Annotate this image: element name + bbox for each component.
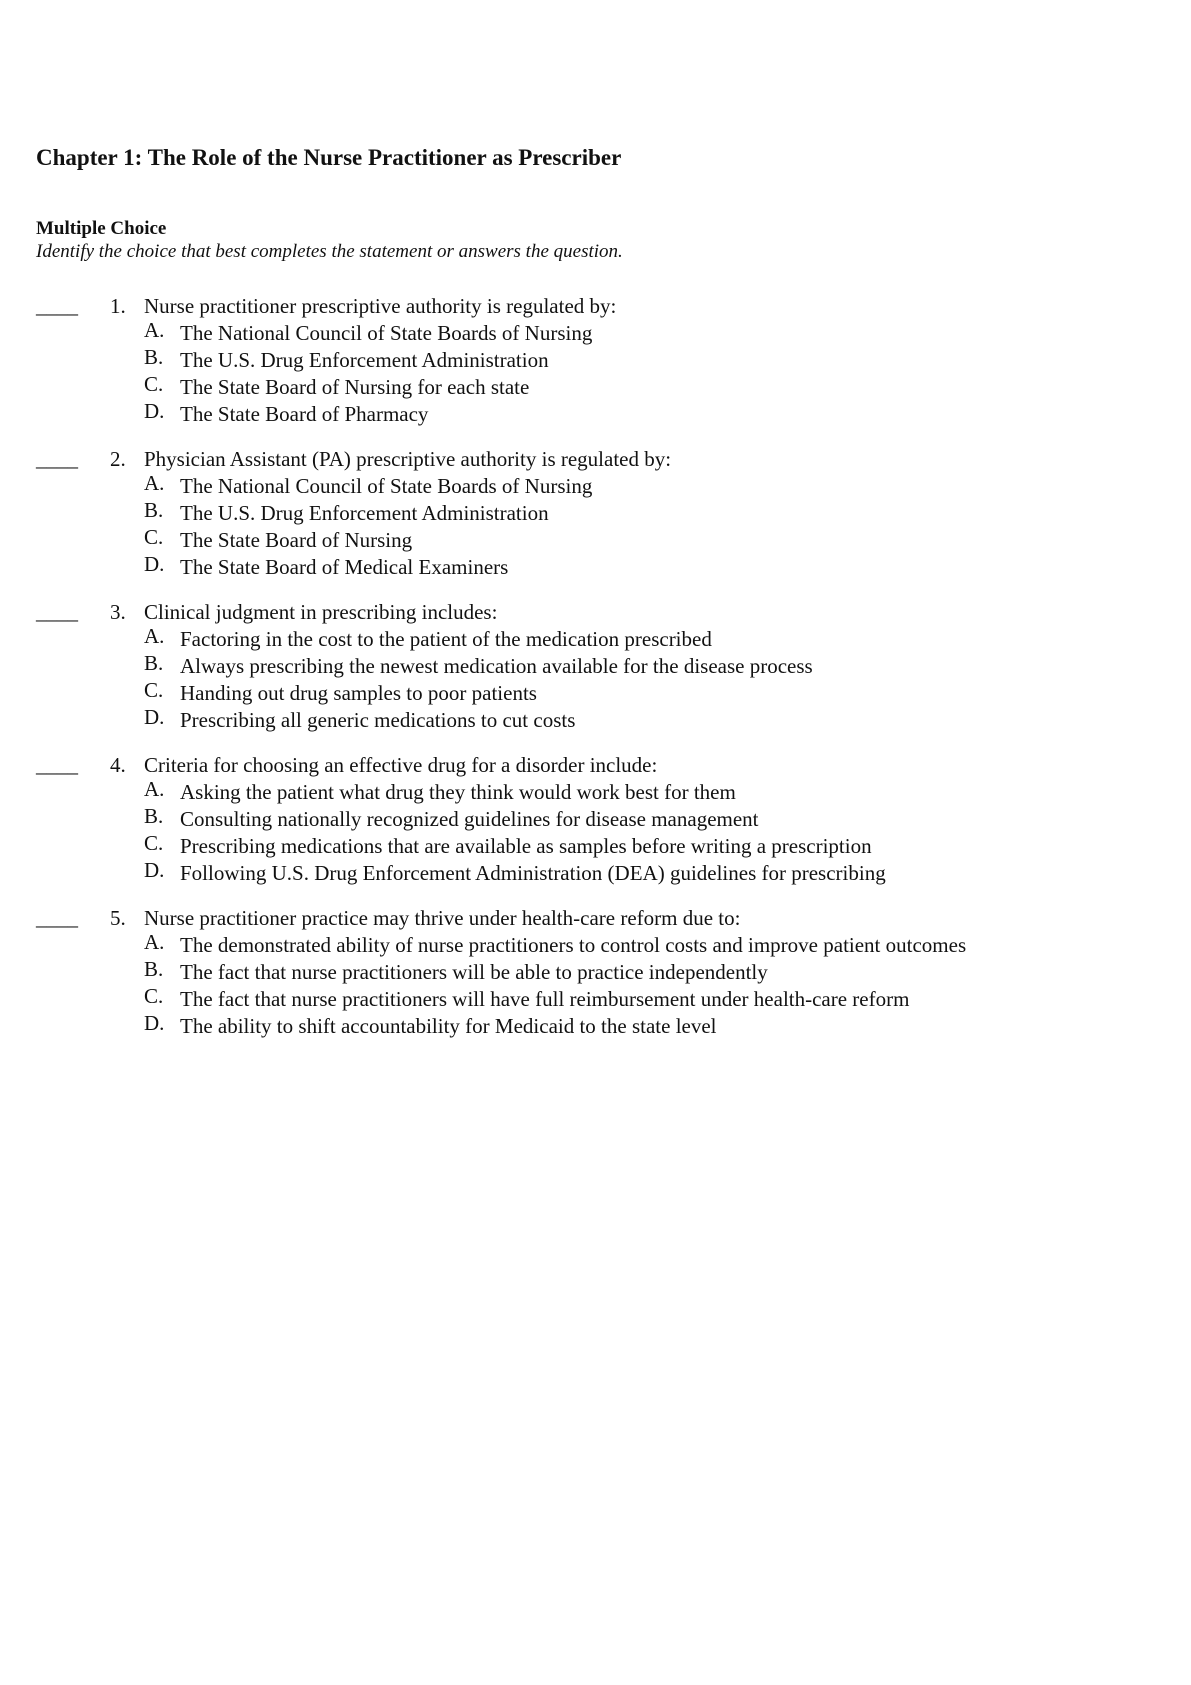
question-2: [0, 446, 1191, 581]
choice-list: [0, 932, 1191, 1040]
choice-letter: A.: [144, 930, 165, 954]
choice-a: [144, 624, 1001, 653]
choice-list: [0, 320, 1191, 428]
choice-text: Asking the patient what drug they think would work best for them: [180, 780, 736, 804]
choice-letter: C.: [144, 372, 164, 396]
choice-text: The State Board of Pharmacy: [180, 402, 429, 426]
choice-letter: B.: [144, 651, 164, 675]
choice-letter: C.: [144, 831, 164, 855]
choice-text: The National Council of State Boards of Nursing: [180, 474, 593, 498]
question-stem: Physician Assistant (PA) prescriptive authority is regulated by:: [144, 447, 672, 471]
choice-d: [144, 399, 1001, 428]
choice-a: [144, 471, 1001, 500]
choice-letter: C.: [144, 678, 164, 702]
choice-text: The State Board of Nursing: [180, 528, 413, 552]
choice-a: [144, 777, 1001, 806]
choice-c: [144, 831, 1001, 860]
choice-text: The demonstrated ability of nurse practitioners to control costs and improve patient outcomes: [180, 933, 967, 957]
chapter-title: Chapter 1: The Role of the Nurse Practitioner as Prescriber: [36, 145, 622, 170]
answer-blank: ____: [36, 906, 78, 930]
choice-letter: A.: [144, 777, 165, 801]
choice-text: Factoring in the cost to the patient of the medication prescribed: [180, 627, 712, 651]
choice-letter: A.: [144, 624, 165, 648]
question-4: [0, 752, 1191, 887]
question-1: [0, 293, 1191, 428]
question-stem: Nurse practitioner prescriptive authority is regulated by:: [144, 294, 617, 318]
section-heading: Multiple Choice: [36, 218, 167, 239]
choice-c: [144, 678, 1001, 707]
choice-letter: D.: [144, 858, 165, 882]
choice-text: The National Council of State Boards of Nursing: [180, 321, 593, 345]
answer-blank: ____: [36, 447, 78, 471]
choice-letter: D.: [144, 399, 165, 423]
choice-text: The fact that nurse practitioners will have full reimbursement under health-care reform: [180, 987, 910, 1011]
choice-letter: B.: [144, 804, 164, 828]
choice-letter: A.: [144, 471, 165, 495]
choice-letter: D.: [144, 552, 165, 576]
choice-letter: C.: [144, 525, 164, 549]
choice-text: The U.S. Drug Enforcement Administration: [180, 348, 549, 372]
choice-d: [144, 1011, 1001, 1040]
choice-a: [144, 318, 1001, 347]
choice-list: [0, 626, 1191, 734]
answer-blank: ____: [36, 600, 78, 624]
choice-text: The fact that nurse practitioners will be able to practice independently: [180, 960, 768, 984]
choice-b: [144, 957, 1001, 986]
question-number: 2.: [110, 447, 126, 471]
question-number: 1.: [110, 294, 126, 318]
choice-b: [144, 804, 1001, 833]
section-instructions: Identify the choice that best completes the statement or answers the question.: [36, 241, 623, 262]
choice-text: Following U.S. Drug Enforcement Administration (DEA) guidelines for prescribing: [180, 861, 886, 885]
choice-b: [144, 345, 1001, 374]
choice-a: [144, 930, 1001, 959]
choice-text: Prescribing all generic medications to cut costs: [180, 708, 576, 732]
choice-list: [0, 473, 1191, 581]
question-5: [0, 905, 1191, 1040]
choice-text: Handing out drug samples to poor patients: [180, 681, 537, 705]
question-number: 3.: [110, 600, 126, 624]
choice-letter: D.: [144, 1011, 165, 1035]
answer-blank: ____: [36, 753, 78, 777]
choice-text: The State Board of Medical Examiners: [180, 555, 509, 579]
choice-text: Always prescribing the newest medication available for the disease process: [180, 654, 813, 678]
question-number: 5.: [110, 906, 126, 930]
choice-c: [144, 525, 1001, 554]
choice-d: [144, 858, 1001, 887]
question-stem: Clinical judgment in prescribing includes:: [144, 600, 498, 624]
choice-d: [144, 552, 1001, 581]
question-3: [0, 599, 1191, 734]
choice-list: [0, 779, 1191, 887]
question-number: 4.: [110, 753, 126, 777]
choice-text: The ability to shift accountability for Medicaid to the state level: [180, 1014, 717, 1038]
question-list: [0, 293, 1191, 1058]
choice-letter: C.: [144, 984, 164, 1008]
choice-letter: B.: [144, 498, 164, 522]
choice-b: [144, 651, 1001, 680]
choice-text: The U.S. Drug Enforcement Administration: [180, 501, 549, 525]
choice-letter: B.: [144, 957, 164, 981]
choice-letter: A.: [144, 318, 165, 342]
choice-d: [144, 705, 1001, 734]
choice-c: [144, 372, 1001, 401]
choice-letter: B.: [144, 345, 164, 369]
choice-text: Prescribing medications that are available as samples before writing a prescription: [180, 834, 872, 858]
choice-text: Consulting nationally recognized guidelines for disease management: [180, 807, 759, 831]
answer-blank: ____: [36, 294, 78, 318]
choice-letter: D.: [144, 705, 165, 729]
question-stem: Nurse practitioner practice may thrive under health-care reform due to:: [144, 906, 741, 930]
choice-c: [144, 984, 1001, 1013]
question-stem: Criteria for choosing an effective drug for a disorder include:: [144, 753, 658, 777]
choice-b: [144, 498, 1001, 527]
choice-text: The State Board of Nursing for each state: [180, 375, 530, 399]
